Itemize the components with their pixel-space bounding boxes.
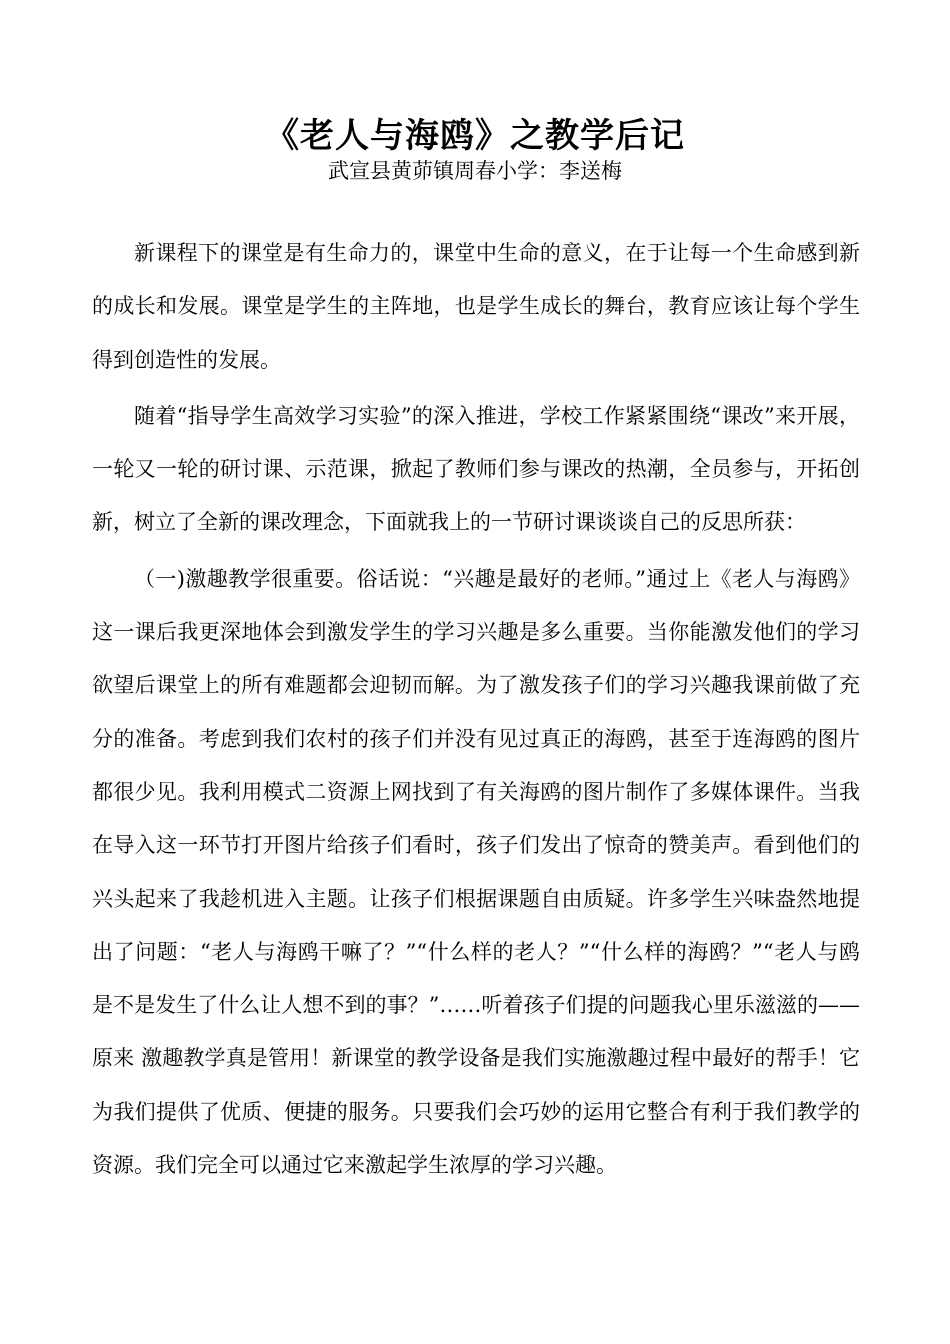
document-title: 《老人与海鸥》之教学后记: [265, 116, 685, 156]
paragraph-section-one: （一)激趣教学很重要。俗话说：“兴趣是最好的老师。”通过上《老人与海鸥》这一课后我更深地体会到激发学生的学习兴趣是多么重要。当你能激发他们的学习欲望后课堂上的所有难题都会迎韧而解。为了激发孩子们的学习兴趣我课前做了充分的准备。考虑到我们农村的孩子们并没有见过真正的海鸥，甚至于连海鸥的图片都很少见。我利用模式二资源上网找到了有关海鸥的图片制作了多媒体课件。当我在导入这一环节打开图片给孩子们看时，孩子们发出了惊奇的赞美声。看到他们的兴头起来了我趁机进入主题。让孩子们根据课题自由质疑。许多学生兴味盎然地提出了问题：“老人与海鸥干嘛了？”“什么样的老人？”“什么样的海鸥？”“老人与鸥是不是发生了什么让人想不到的事？”……听着孩子们提的问题我心里乐滋滋的——原来 激趣教学真是管用！新课堂的教学设备是我们实施激趣过程中最好的帮手！它为我们提供了优质、便捷的服务。只要我们会巧妙的运用它整合有利于我们教学的资源。我们完全可以通过它来激起学生浓厚的学习兴趣。: [92, 566, 860, 1178]
author-line: 武宣县黄茆镇周春小学：李送梅: [328, 159, 622, 183]
paragraph-background: 随着“指导学生高效学习实验”的深入推进，学校工作紧紧围绕“课改”来开展，一轮又一轮的研讨课、示范课，掀起了教师们参与课改的热潮，全员参与，开拓创新，树立了全新的课改理念，下面就我上的一节研讨课谈谈自己的反思所获：: [92, 403, 860, 535]
paragraph-intro: 新课程下的课堂是有生命力的，课堂中生命的意义，在于让每一个生命感到新的成长和发展。课堂是学生的主阵地，也是学生成长的舞台，教育应该让每个学生得到创造性的发展。: [92, 241, 860, 372]
document-body: [92, 227, 860, 1195]
